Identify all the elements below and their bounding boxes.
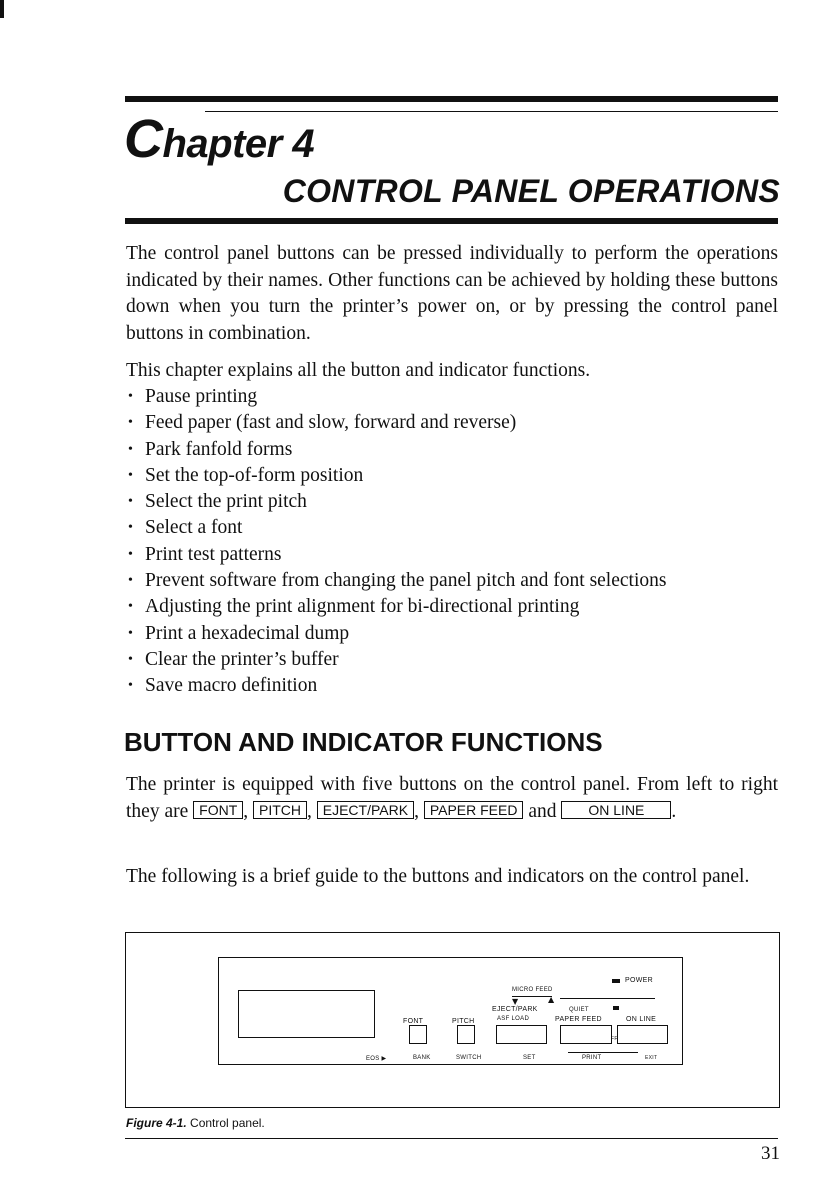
ff-label: FF xyxy=(611,1036,618,1042)
font-button[interactable] xyxy=(409,1025,427,1044)
paper-feed-button[interactable] xyxy=(560,1025,612,1044)
title-bottom-rule xyxy=(125,218,778,224)
on-line-button[interactable] xyxy=(617,1025,668,1044)
arrow-up-icon: ▲ xyxy=(548,995,555,1004)
list-item: • Adjusting the print alignment for bi-directional printing xyxy=(128,594,666,620)
section-heading: BUTTON AND INDICATOR FUNCTIONS xyxy=(124,727,603,757)
list-item: • Set the top-of-form position xyxy=(128,463,666,489)
eject-park-label: EJECT/PARK xyxy=(492,1006,538,1013)
font-label: FONT xyxy=(403,1018,424,1025)
list-item: • Select the print pitch xyxy=(128,489,666,515)
eject-park-button[interactable] xyxy=(496,1025,547,1044)
list-item: • Print test patterns xyxy=(128,542,666,568)
quiet-led-icon xyxy=(613,1006,619,1010)
asf-load-label: ASF LOAD xyxy=(497,1016,530,1022)
list-item: • Clear the printer’s buffer xyxy=(128,647,666,673)
eject-park-key: EJECT/PARK xyxy=(317,801,414,819)
bank-label: BANK xyxy=(413,1055,431,1061)
print-label: PRINT xyxy=(582,1055,602,1061)
chapter-title: Chapter 4 xyxy=(124,109,315,169)
quiet-label: QUIET xyxy=(569,1007,589,1013)
pitch-button[interactable] xyxy=(457,1025,475,1044)
font-key: FONT xyxy=(193,801,243,819)
eos-label: EOS ▶ xyxy=(366,1056,387,1062)
footer-rule xyxy=(125,1138,778,1139)
display-window xyxy=(238,990,375,1038)
top-thick-rule xyxy=(125,96,778,102)
micro-feed-label: MICRO FEED xyxy=(512,987,553,993)
paper-feed-label: PAPER FEED xyxy=(555,1016,602,1023)
pitch-key: PITCH xyxy=(253,801,307,819)
bracket-line xyxy=(560,998,655,999)
intro-summary: This chapter explains all the button and indicator functions. xyxy=(126,360,591,381)
figure-caption: Figure 4-1. Control panel. xyxy=(126,1116,265,1130)
print-bracket-line xyxy=(568,1052,638,1053)
power-label: POWER xyxy=(625,977,653,984)
list-item: • Select a font xyxy=(128,515,666,541)
feature-list xyxy=(128,384,666,700)
scan-mark xyxy=(0,0,4,18)
page-number: 31 xyxy=(761,1143,780,1164)
list-item: • Print a hexadecimal dump xyxy=(128,621,666,647)
power-led-icon xyxy=(612,979,620,983)
on-line-label: ON LINE xyxy=(626,1016,657,1023)
paper-feed-key: PAPER FEED xyxy=(424,801,524,819)
list-item: • Save macro definition xyxy=(128,673,666,699)
on-line-key: ON LINE xyxy=(561,801,671,819)
guide-paragraph: The following is a brief guide to the buttons and indicators on the control panel. xyxy=(126,866,750,887)
list-item: • Park fanfold forms xyxy=(128,437,666,463)
chapter-subtitle: CONTROL PANEL OPERATIONS xyxy=(282,173,780,209)
list-item: • Prevent software from changing the panel pitch and font selections xyxy=(128,568,666,594)
exit-label: EXIT xyxy=(645,1055,658,1061)
list-item: • Feed paper (fast and slow, forward and reverse) xyxy=(128,410,666,436)
list-item: • Pause printing xyxy=(128,384,666,410)
buttons-paragraph: The printer is equipped with five buttons on the control panel. From left to right they are FONT , PITCH , EJECT/PARK , PAPER FEED and ON LINE . xyxy=(126,774,778,822)
intro-paragraph: The control panel buttons can be pressed individually to perform the operations indicated by their names. Other functions can be achieved by holding these buttons down when you turn the printer’s power on, or by pressing the control panel buttons in combination. xyxy=(126,243,778,344)
set-label: SET xyxy=(523,1055,536,1061)
pitch-label: PITCH xyxy=(452,1018,475,1025)
switch-label: SWITCH xyxy=(456,1055,482,1061)
arrow-down-icon: ▼ xyxy=(512,997,519,1006)
